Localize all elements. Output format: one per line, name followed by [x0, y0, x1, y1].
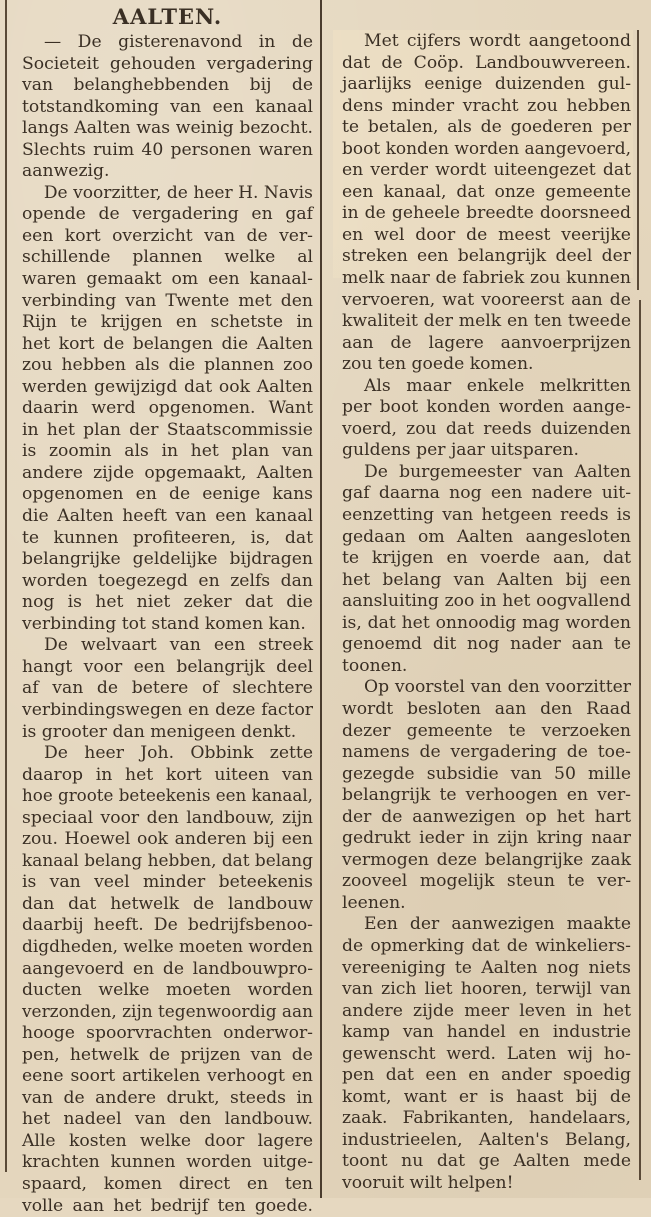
text-line: af van de betere of slechtere	[22, 678, 313, 699]
text-line: digdheden, welke moeten worden	[22, 936, 313, 957]
text-line: een kort overzicht van de ver-	[22, 225, 313, 246]
text-line: zou hebben als die plannen zoo	[22, 355, 313, 376]
text-line: nog is het niet zeker dat die	[22, 592, 313, 613]
text-line: toonen.	[342, 655, 408, 676]
headline: AALTEN.	[112, 4, 223, 29]
text-line: Met cijfers wordt aangetoond	[364, 31, 631, 51]
text-line: van de andere drukt, steeds in	[22, 1087, 313, 1108]
text-line: hangt voor een belangrijk deel	[22, 656, 313, 677]
text-line: is zoomin als in het plan van	[22, 441, 313, 462]
text-line: belangrijk te verhoogen en ver-	[342, 785, 631, 806]
text-line: leenen.	[342, 892, 406, 913]
text-line: melk naar de fabriek zou kunnen	[342, 268, 631, 289]
text-line: te krijgen en voerde aan, dat	[342, 548, 631, 569]
text-line: en wel door de meest veerijke	[342, 224, 631, 245]
text-line: genoemd dit nog nader aan te	[342, 634, 632, 655]
text-line: vooruit wilt helpen!	[342, 1172, 514, 1193]
text-line: Als maar enkele melkritten	[364, 375, 631, 396]
text-line: en verder wordt uiteengezet dat	[342, 160, 631, 181]
text-line: guldens per jaar uitsparen.	[342, 440, 579, 461]
text-line: verbinding van Twente met den	[22, 290, 313, 311]
column-rule-middle	[320, 0, 322, 1198]
text-line: voerd, zou dat reeds duizenden	[342, 418, 632, 439]
text-line: dezer gemeente te verzoeken	[342, 720, 631, 741]
text-line: boot konden worden aangevoerd,	[342, 138, 632, 159]
text-line: De burgemeester van Aalten	[364, 461, 631, 482]
text-line: is van veel minder beteekenis	[22, 872, 313, 893]
text-line: verbindingswegen en deze factor	[22, 699, 314, 720]
text-line: is, dat het onnoodig mag worden	[342, 612, 632, 633]
text-line: gewenscht werd. Laten wij ho-	[342, 1043, 631, 1064]
text-line: jaarlijks eenige duizenden gul-	[342, 74, 632, 95]
text-line: zou ten goede komen.	[342, 354, 534, 375]
text-line: totstandkoming van een kanaal	[22, 96, 313, 117]
text-line: dens minder vracht zou hebben	[342, 95, 631, 116]
text-line: belangrijke geldelijke bijdragen	[22, 549, 313, 570]
text-line: pen dat een en ander spoedig	[342, 1065, 632, 1086]
text-line: vervoeren, wat vooreerst aan de	[342, 289, 631, 310]
text-line: De voorzitter, de heer H. Navis	[43, 182, 313, 203]
text-line: daarop in het kort uiteen van	[22, 764, 313, 785]
text-line: kanaal belang hebben, dat belang	[22, 850, 314, 871]
text-line: worden toegezegd en zelfs dan	[22, 570, 313, 591]
text-line: daarin werd opgenomen. Want	[22, 398, 313, 419]
text-line: gezegde subsidie van 50 mille	[342, 763, 632, 784]
text-line: Alle kosten welke door lagere	[22, 1130, 313, 1151]
text-line: hooge spoorvrachten onderwor-	[22, 1023, 313, 1044]
text-line: te kunnen profiteeren, is, dat	[22, 527, 314, 548]
text-line: Een der aanwezigen maakte	[364, 914, 631, 935]
text-line: streken een belangrijk deel der	[342, 246, 631, 267]
text-line: van zich liet hooren, terwijl van	[342, 979, 632, 1000]
text-line: pen, hetwelk de prijzen van de	[22, 1044, 313, 1065]
text-line: toont nu dat ge Aalten mede	[342, 1151, 632, 1172]
text-line: ducten welke moeten worden	[22, 980, 313, 1001]
text-line: van belanghebbenden bij de	[22, 75, 313, 96]
text-line: speciaal voor den landbouw, zijn	[22, 807, 313, 828]
text-line: De heer Joh. Obbink zette	[44, 743, 314, 764]
text-line: volle aan het bedrijf ten goede.	[22, 1195, 313, 1216]
text-line: het belang van Aalten bij een	[342, 569, 631, 590]
text-line: Slechts ruim 40 personen waren	[22, 139, 313, 160]
text-line: waren gemaakt om een kanaal-	[22, 269, 313, 290]
text-line: zooveel mogelijk steun te ver-	[342, 871, 632, 892]
text-line: andere zijde opgemaakt, Aalten	[22, 462, 314, 483]
text-line: namens de vergadering de toe-	[342, 742, 631, 763]
text-line: zou. Hoewel ook anderen bij een	[22, 829, 313, 850]
text-line: daarbij heeft. De bedrijfsbenoo-	[22, 915, 313, 936]
text-line: per boot konden worden aange-	[342, 397, 631, 418]
text-line: het nadeel van den landbouw.	[22, 1109, 313, 1130]
text-line: gaf daarna nog een nadere uit-	[342, 483, 631, 504]
text-line: vermogen deze belangrijke zaak	[342, 849, 631, 870]
text-line: een kanaal, dat onze gemeente	[342, 181, 632, 202]
text-line: vereeniging te Aalten nog niets	[342, 957, 631, 978]
column-rule-left	[5, 0, 7, 1172]
text-line: langs Aalten was weinig bezocht.	[22, 118, 314, 139]
text-line: andere zijde meer leven in het	[342, 1000, 631, 1021]
text-line: spaard, komen direct en ten	[22, 1173, 314, 1194]
text-line: komt, want er is haast bij de	[342, 1086, 632, 1107]
text-line: dat de Coöp. Landbouwvereen.	[342, 52, 631, 73]
text-line: in het plan der Staatscommissie	[22, 419, 313, 440]
column-rule-right-lower	[639, 300, 641, 1180]
text-line: werden gewijzigd dat ook Aalten	[22, 376, 313, 397]
text-line: Societeit gehouden vergadering	[22, 53, 313, 74]
text-line: het kort de belangen die Aalten	[22, 333, 313, 354]
text-line: De welvaart van een streek	[44, 635, 314, 656]
text-line: aansluiting zoo in het oogvallend	[342, 591, 631, 612]
article-body-left	[22, 32, 313, 1217]
text-line: aangevoerd en de landbouwpro-	[22, 958, 314, 979]
text-line: industrieelen, Aalten's Belang,	[342, 1129, 632, 1150]
text-line: kamp van handel en industrie	[342, 1022, 631, 1043]
text-line: is grooter dan menigeen denkt.	[22, 721, 297, 742]
text-line: verbinding tot stand komen kan.	[22, 613, 306, 634]
text-line: in de geheele breedte doorsneed	[342, 203, 632, 224]
text-line: hoe groote beteekenis een kanaal,	[22, 786, 313, 807]
text-line: schillende plannen welke al	[22, 247, 313, 268]
text-line: Op voorstel van den voorzitter	[364, 677, 632, 698]
column-left	[12, 0, 319, 1216]
text-line: de opmerking dat de winkeliers-	[342, 935, 631, 956]
text-line: gedrukt ieder in zijn kring naar	[342, 828, 632, 849]
text-line: wordt besloten aan den Raad	[342, 698, 631, 719]
text-line: — De gisterenavond in de	[44, 32, 314, 52]
text-line: krachten kunnen worden uitge-	[22, 1152, 313, 1173]
text-line: kwaliteit der melk en ten tweede	[342, 311, 632, 332]
text-line: gedaan om Aalten aangesloten	[342, 526, 632, 547]
text-line: der de aanwezigen op het hart	[342, 806, 632, 827]
text-line: eenzetting van hetgeen reeds is	[342, 505, 632, 526]
text-line: te betalen, als de goederen per	[342, 117, 632, 138]
text-line: eene soort artikelen verhoogt en	[22, 1066, 314, 1087]
text-line: zaak. Fabrikanten, handelaars,	[342, 1108, 632, 1129]
text-line: dan dat hetwelk de landbouw	[22, 893, 313, 914]
column-right	[334, 0, 639, 1198]
article-body-right	[342, 0, 631, 1195]
text-line: Rijn te krijgen en schetste in	[22, 312, 313, 333]
text-line: verzonden, zijn tegenwoordig aan	[22, 1001, 313, 1022]
text-line: aan de lagere aanvoerprijzen	[342, 332, 631, 353]
text-line: opgenomen en de eenige kans	[22, 484, 313, 505]
text-line: die Aalten heeft van een kanaal	[22, 506, 313, 527]
text-line: aanwezig.	[22, 161, 110, 182]
text-line: opende de vergadering en gaf	[22, 204, 313, 225]
